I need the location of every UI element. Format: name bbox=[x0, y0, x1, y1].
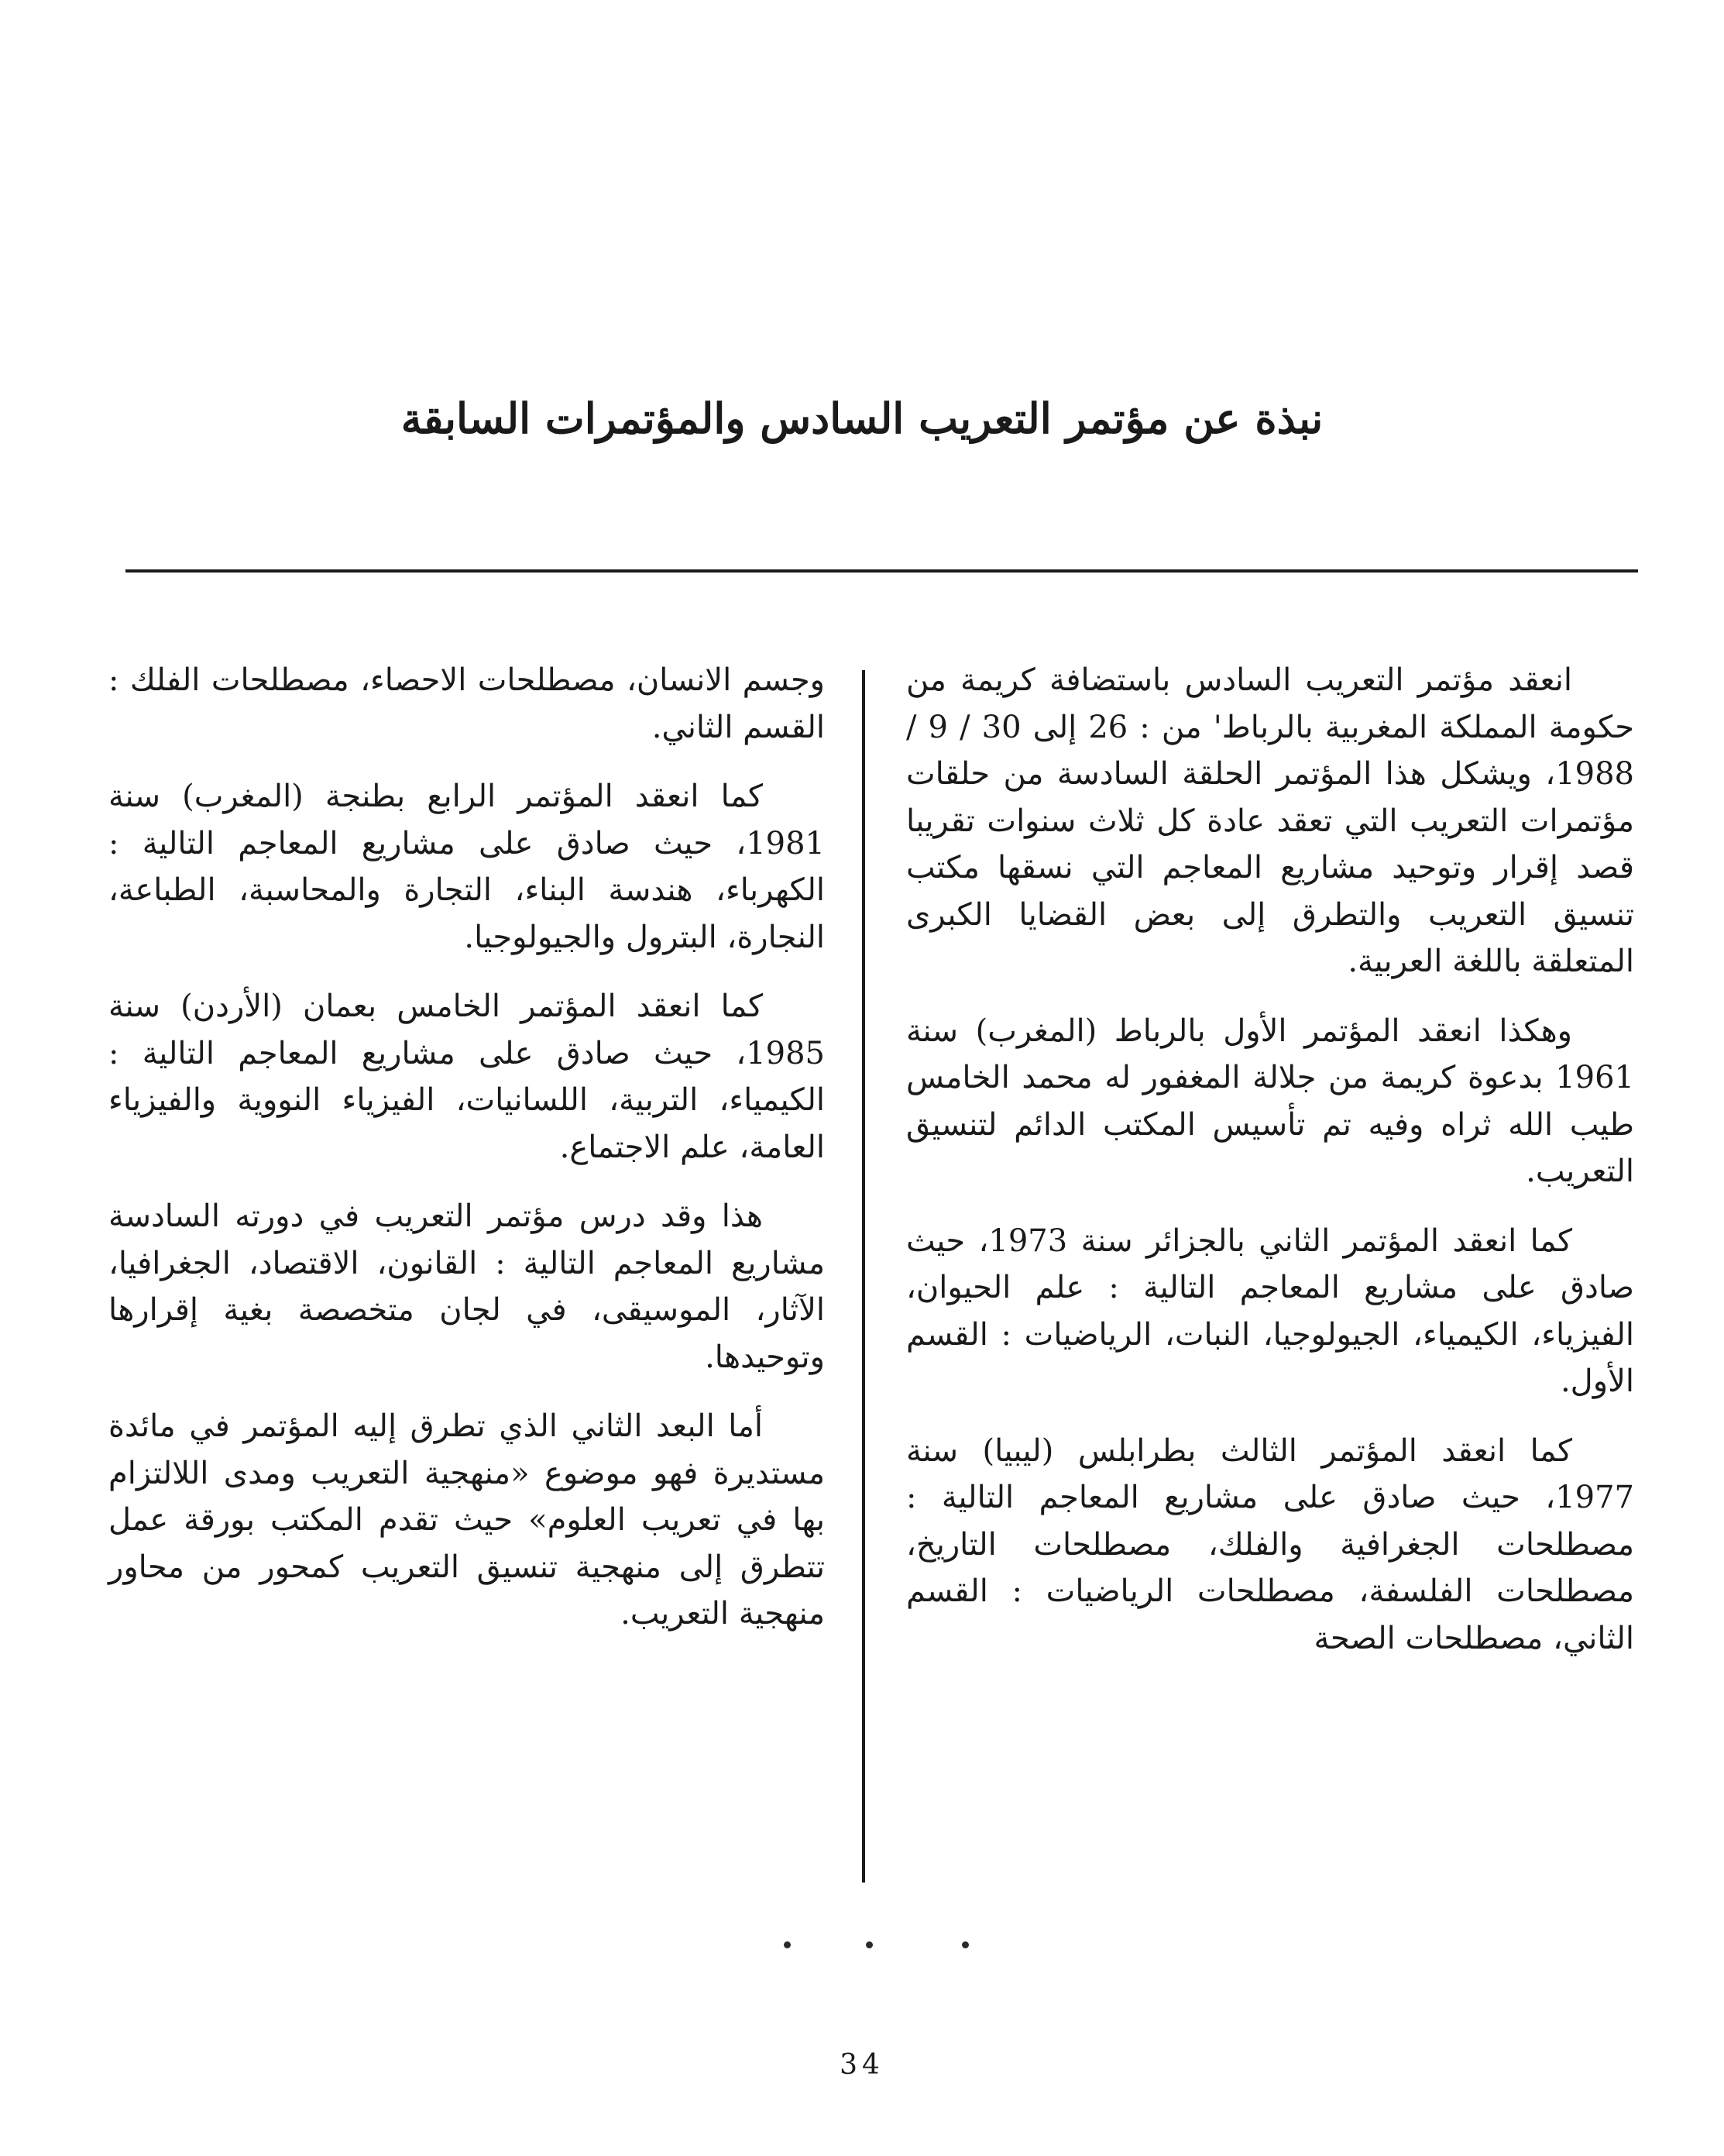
paragraph-sixth-session-dictionaries: هذا وقد درس مؤتمر التعريب في دورته السادسة مشاريع المعاجم التالية : القانون، الاقتصاد، الجغرافيا، الآثار، الموسيقى، في لجان متخصصة بغية إقرارها وتوحيدها. bbox=[108, 1198, 825, 1375]
ornament-dot bbox=[962, 1941, 969, 1948]
right-column bbox=[906, 657, 1634, 1684]
paragraph-fourth-conference: كما انعقد المؤتمر الرابع بطنجة (المغرب) سنة 1981، حيث صادق على مشاريع المعاجم التالية : الكهرباء، هندسة البناء، التجارة والمحاسبة، الطباعة، النجارة، البترول والجيولوجيا. bbox=[108, 779, 825, 955]
paragraph-first-conference: وهكذا انعقد المؤتمر الأول بالرباط (المغرب) سنة 1961 بدعوة كريمة من جلالة المغفور له محمد الخامس طيب الله ثراه وفيه تم تأسيس المكتب الدائم لتنسيق التعريب. bbox=[906, 1013, 1634, 1189]
ornament-dot bbox=[866, 1941, 873, 1948]
left-column bbox=[108, 657, 825, 1660]
paragraph-second-conference: كما انعقد المؤتمر الثاني بالجزائر سنة 1973، حيث صادق على مشاريع المعاجم التالية : علم الحيوان، الفيزياء، الكيمياء، الجيولوجيا، النبات، الرياضيات : القسم الأول. bbox=[906, 1222, 1634, 1399]
page-title: نبذة عن مؤتمر التعريب السادس والمؤتمرات السابقة bbox=[400, 394, 1324, 443]
ornament-dot bbox=[784, 1941, 791, 1948]
column-divider bbox=[862, 670, 865, 1883]
paragraph-third-conference-continued: وجسم الانسان، مصطلحات الاحصاء، مصطلحات الفلك : القسم الثاني. bbox=[108, 662, 825, 745]
paragraph-round-table: أما البعد الثاني الذي تطرق إليه المؤتمر في مائدة مستديرة فهو موضوع «منهجية التعريب ومدى اللالتزام بها في تعريب العلوم» حيث تقدم المكتب بورقة عمل تتطرق إلى منهجية تنسيق التعريب كمحور من محاور منهجية التعريب. bbox=[108, 1408, 825, 1632]
title-underline-rule bbox=[125, 569, 1638, 573]
page-number: 34 bbox=[840, 2049, 884, 2081]
paragraph-sixth-conference: انعقد مؤتمر التعريب السادس باستضافة كريمة من حكومة المملكة المغربية بالرباط' من : 26 إلى 30 / 9 / 1988، ويشكل هذا المؤتمر الحلقة السادسة من حلقات مؤتمرات التعريب التي تعقد عادة كل ثلاث سنوات تقريبا قصد إقرار وتوحيد مشاريع المعاجم التي نسقها مكتب تنسيق التعريب والتطرق إلى بعض القضايا الكبرى المتعلقة باللغة العربية. bbox=[906, 662, 1634, 979]
paragraph-fifth-conference: كما انعقد المؤتمر الخامس بعمان (الأردن) سنة 1985، حيث صادق على مشاريع المعاجم التالية : الكيمياء، التربية، اللسانيات، الفيزياء النووية والفيزياء العامة، علم الاجتماع. bbox=[108, 989, 825, 1165]
paragraph-third-conference: كما انعقد المؤتمر الثالث بطرابلس (ليبيا) سنة 1977، حيث صادق على مشاريع المعاجم التالية : مصطلحات الجغرافية والفلك، مصطلحات التاريخ، مصطلحات الفلسفة، مصطلحات الرياضيات : القسم الثاني، مصطلحات الصحة bbox=[906, 1432, 1634, 1656]
